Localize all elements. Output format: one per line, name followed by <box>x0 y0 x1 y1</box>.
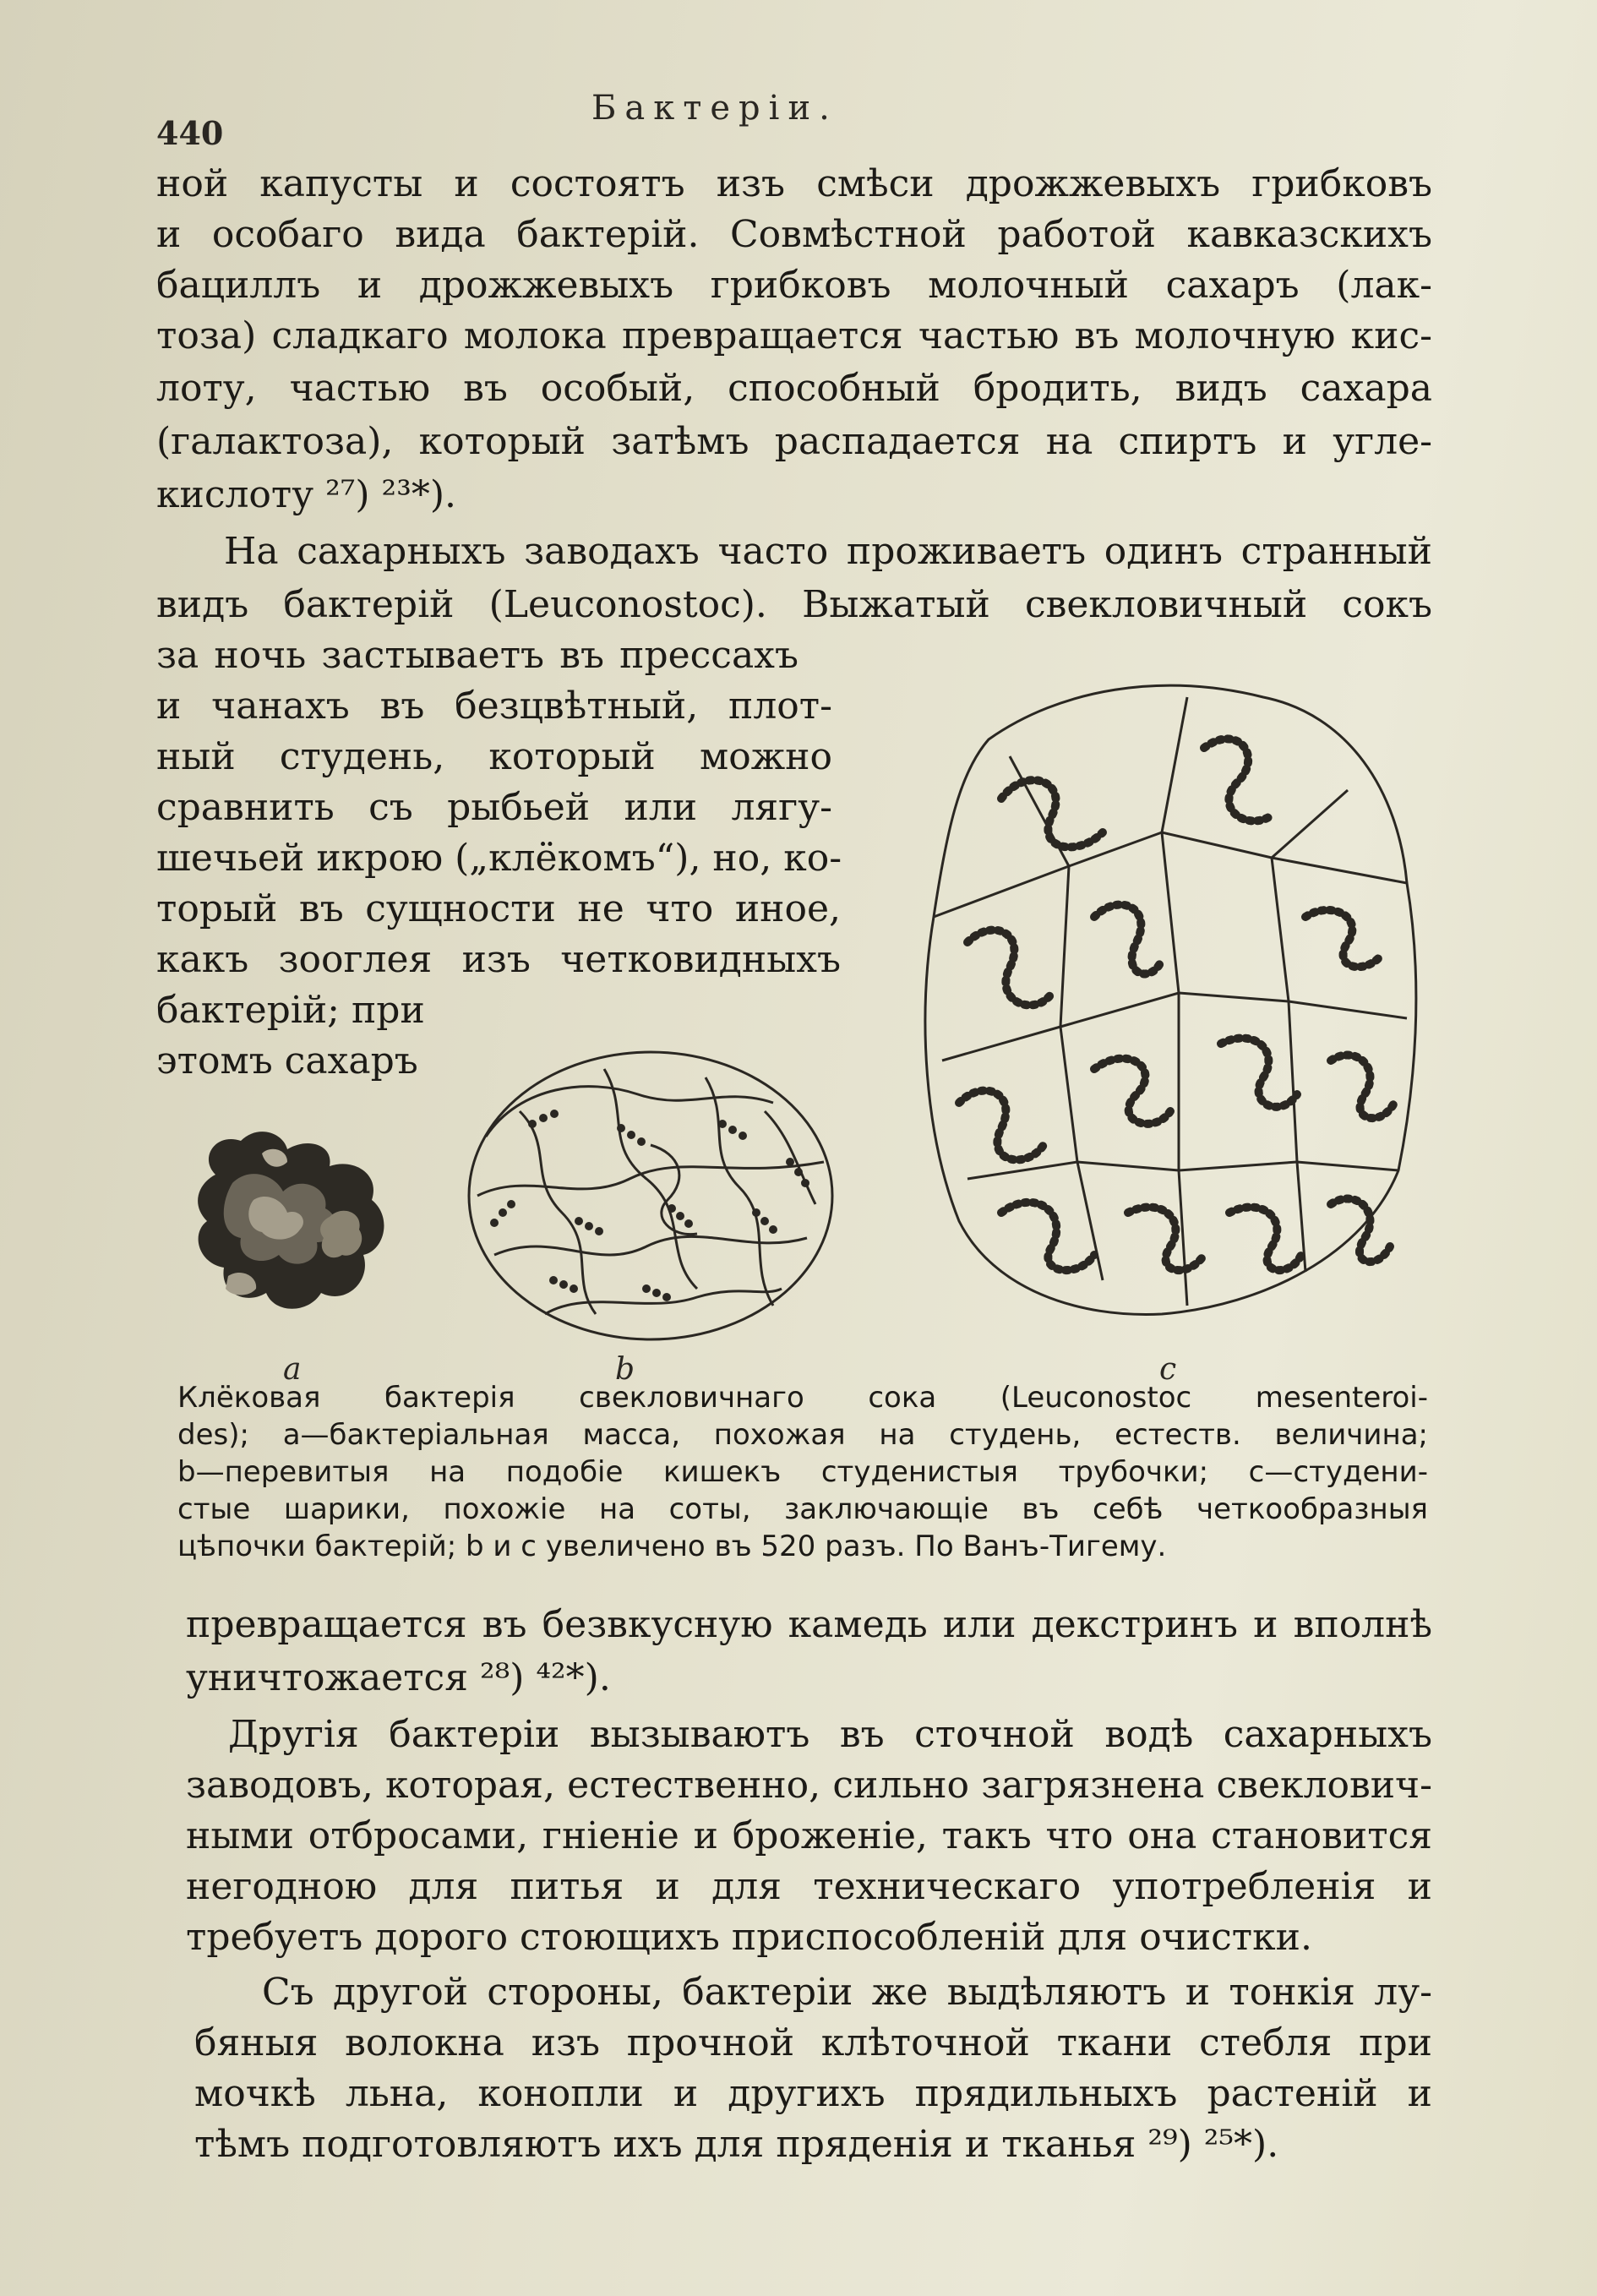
text-line: (галактоза), который затѣмъ распадается на спиртъ и угле- <box>156 420 1432 463</box>
text-line: кислоту ²⁷) ²³*). <box>156 473 456 516</box>
figure-label-b: b <box>615 1352 635 1387</box>
figure-caption-line: цѣпочки бактерій; b и c увеличено въ 520 разъ. По Ванъ-Тигему. <box>177 1530 1167 1563</box>
text-line: требуетъ дорого стоющихъ приспособленій для очистки. <box>186 1916 1312 1959</box>
wrapped-text-line: этомъ сахаръ <box>156 1039 418 1083</box>
figure-b-convoluted-tubes <box>452 1035 849 1356</box>
wrapped-text-line: за ночь застываетъ въ прессахъ <box>156 634 798 677</box>
wrapped-text-line: сравнить съ рыбьей или лягу- <box>156 786 832 829</box>
text-line: тоза) сладкаго молока превращается частью въ молочную кис- <box>156 314 1432 357</box>
text-line: видъ бактерій (Leuconostoc). Выжатый свекловичный сокъ <box>156 583 1432 626</box>
text-line: бациллъ и дрожжевыхъ грибковъ молочный сахаръ (лак- <box>156 264 1432 307</box>
text-line: Другія бактеріи вызываютъ въ сточной водѣ сахарныхъ <box>228 1713 1432 1756</box>
running-title: Бактеріи. <box>591 89 838 128</box>
text-line: и особаго вида бактерій. Совмѣстной работой кавказскихъ <box>156 213 1432 256</box>
text-line: тѣмъ подготовляютъ ихъ для пряденія и тканья ²⁹) ²⁵*). <box>194 2123 1279 2166</box>
figure-a-bacterial-mass <box>182 1115 418 1327</box>
text-line: негодною для питья и для техническаго употребленія и <box>186 1865 1432 1908</box>
wrapped-text-line: шечьей икрою („клёкомъ“), но, ко- <box>156 837 842 880</box>
text-line: Съ другой стороны, бактеріи же выдѣляютъ и тонкія лу- <box>262 1971 1432 2014</box>
page-number: 440 <box>156 114 224 152</box>
text-line: ной капусты и состоятъ изъ смѣси дрожжевыхъ грибковъ <box>156 162 1432 205</box>
figure-caption-line: Клёковая бактерія свекловичнаго сока (Leuconostoc mesenteroi- <box>177 1381 1428 1415</box>
text-line: бяныя волокна изъ прочной клѣточной ткани стебля при <box>194 2021 1432 2064</box>
wrapped-text-line: и чанахъ въ безцвѣтный, плот- <box>156 684 832 728</box>
text-line: лоту, частью въ особый, способный бродить, видъ сахара <box>156 367 1432 410</box>
text-line: На сахарныхъ заводахъ часто проживаетъ одинъ странный <box>224 530 1432 573</box>
text-line: уничтожается ²⁸) ⁴²*). <box>186 1656 611 1699</box>
figure-caption-line: стые шарики, похожіе на соты, заключающіе въ себѣ четкообразныя <box>177 1492 1428 1526</box>
text-line: заводовъ, которая, естественно, сильно загрязнена свеклович- <box>186 1764 1432 1807</box>
figure-caption-line: des); a—бактеріальная масса, похожая на студень, естеств. величина; <box>177 1418 1428 1452</box>
wrapped-text-line: какъ зооглея изъ четковидныхъ <box>156 938 841 981</box>
figure-label-c: c <box>1159 1352 1177 1387</box>
figure-label-a: a <box>283 1352 302 1387</box>
text-line: ными отбросами, гніеніе и броженіе, такъ что она становится <box>186 1814 1432 1857</box>
text-line: превращается въ безвкусную камедь или декстринъ и вполнѣ <box>186 1603 1432 1646</box>
wrapped-text-line: ный студень, который можно <box>156 735 832 778</box>
text-line: мочкѣ льна, конопли и другихъ прядильныхъ растеній и <box>194 2072 1432 2115</box>
figure-c-honeycomb-cells <box>908 663 1449 1339</box>
wrapped-text-line: бактерій; при <box>156 989 425 1032</box>
figure-caption-line: b—перевитыя на подобіе кишекъ студенистыя трубочки; c—студени- <box>177 1455 1428 1489</box>
wrapped-text-line: торый въ сущности не что иное, <box>156 887 841 930</box>
